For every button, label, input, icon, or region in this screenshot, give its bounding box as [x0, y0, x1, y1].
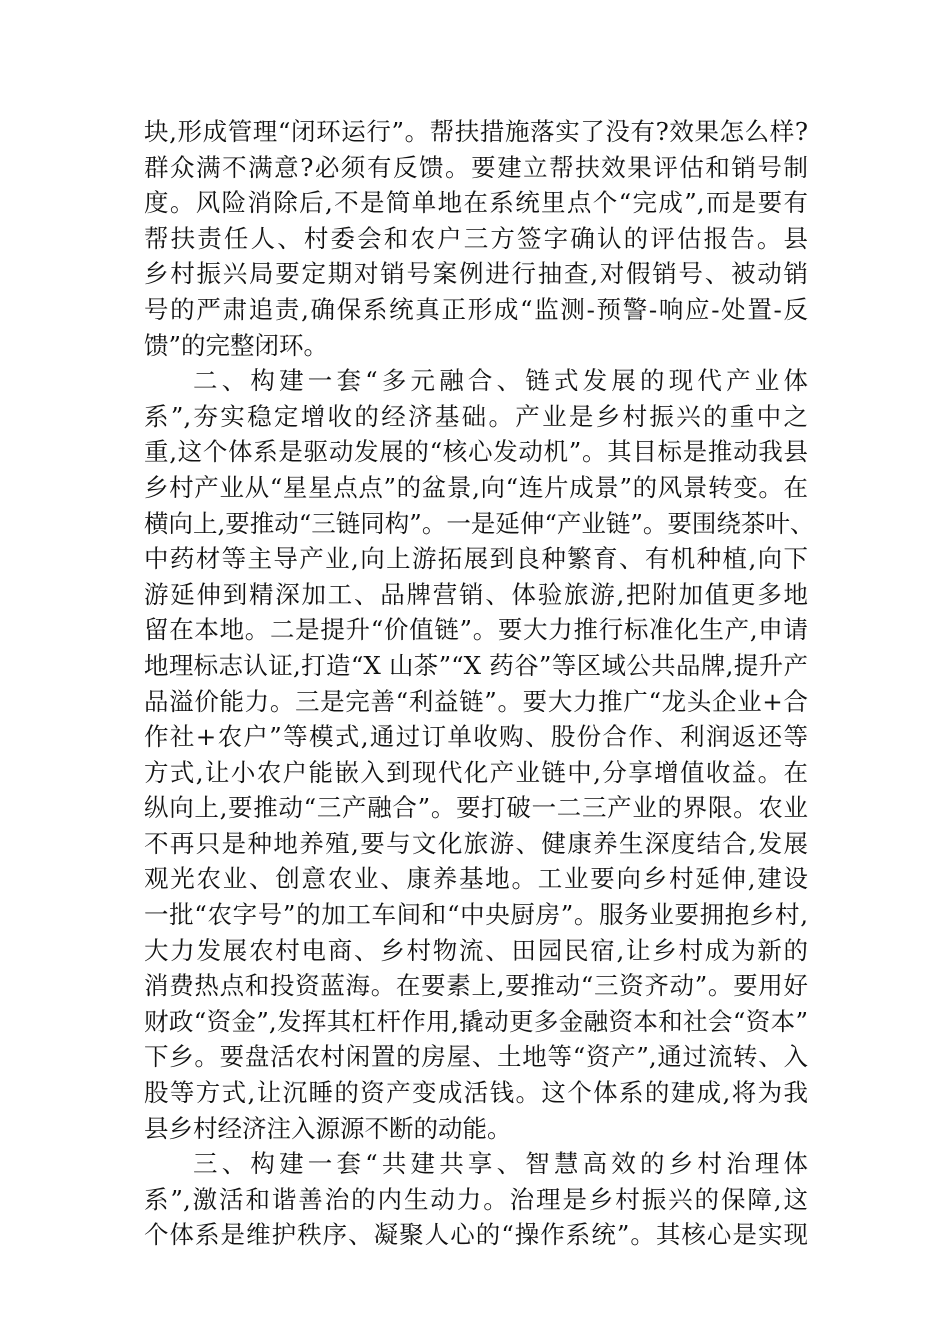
text-line: 号的严肃追责,确保系统真正形成“监测-预警-响应-处置-反: [144, 294, 808, 324]
section-heading-line: 二、构建一套“多元融合、链式发展的现代产业体: [193, 366, 808, 396]
text-line: 不再只是种地养殖,要与文化旅游、健康养生深度结合,发展: [144, 828, 808, 858]
text-line: 大力发展农村电商、乡村物流、田园民宿,让乡村成为新的: [144, 935, 808, 965]
text-line: 消费热点和投资蓝海。在要素上,要推动“三资齐动”。要用好: [144, 971, 808, 1001]
text-line: 重,这个体系是驱动发展的“核心发动机”。其目标是推动我县: [144, 437, 808, 467]
text-line: 地理标志认证,打造“X 山茶”“X 药谷”等区域公共品牌,提升产: [144, 650, 808, 680]
section-heading-line: 三、构建一套“共建共享、智慧高效的乡村治理体: [193, 1149, 808, 1179]
text-line: 方式,让小农户能嵌入到现代化产业链中,分享增值收益。在: [144, 757, 808, 787]
text-line: 群众满不满意?必须有反馈。要建立帮扶效果评估和销号制: [144, 152, 808, 182]
text-line: 个体系是维护秩序、凝聚人心的“操作系统”。其核心是实现: [144, 1220, 808, 1250]
text-line: 馈”的完整闭环。: [144, 330, 329, 360]
text-line: 乡村产业从“星星点点”的盆景,向“连片成景”的风景转变。在: [144, 472, 808, 502]
text-line: 度。风险消除后,不是简单地在系统里点个“完成”,而是要有: [144, 188, 808, 218]
text-line: 县乡村经济注入源源不断的动能。: [144, 1113, 512, 1143]
text-line: 股等方式,让沉睡的资产变成活钱。这个体系的建成,将为我: [144, 1078, 808, 1108]
text-line: 品溢价能力。三是完善“利益链”。要大力推广“龙头企业+合: [144, 686, 808, 716]
text-line: 纵向上,要推动“三产融合”。要打破一二三产业的界限。农业: [144, 793, 808, 823]
text-line: 系”,激活和谐善治的内生动力。治理是乡村振兴的保障,这: [144, 1184, 808, 1214]
text-line: 一批“农字号”的加工车间和“中央厨房”。服务业要拥抱乡村,: [144, 900, 808, 930]
text-line: 帮扶责任人、村委会和农户三方签字确认的评估报告。县: [144, 223, 808, 253]
text-line: 作社+农户”等模式,通过订单收购、股份合作、利润返还等: [144, 722, 808, 752]
text-line: 横向上,要推动“三链同构”。一是延伸“产业链”。要围绕茶叶、: [144, 508, 815, 538]
text-line: 系”,夯实稳定增收的经济基础。产业是乡村振兴的重中之: [144, 401, 808, 431]
paragraph-1: [144, 114, 808, 363]
text-line: 游延伸到精深加工、品牌营销、体验旅游,把附加值更多地: [144, 579, 808, 609]
text-line: 观光农业、创意农业、康养基地。工业要向乡村延伸,建设: [144, 864, 808, 894]
text-line: 财政“资金”,发挥其杠杆作用,撬动更多金融资本和社会“资本”: [144, 1006, 808, 1036]
text-line: 留在本地。二是提升“价值链”。要大力推行标准化生产,申请: [144, 615, 808, 645]
text-line: 中药材等主导产业,向上游拓展到良种繁育、有机种植,向下: [144, 544, 808, 574]
text-line: 块,形成管理“闭环运行”。帮扶措施落实了没有?效果怎么样?: [144, 117, 808, 146]
text-line: 下乡。要盘活农村闲置的房屋、土地等“资产”,通过流转、入: [144, 1042, 808, 1072]
document-page: [144, 114, 815, 1253]
paragraph-3: [144, 1146, 808, 1253]
paragraph-2: [144, 363, 815, 1146]
text-line: 乡村振兴局要定期对销号案例进行抽查,对假销号、被动销: [144, 259, 808, 289]
